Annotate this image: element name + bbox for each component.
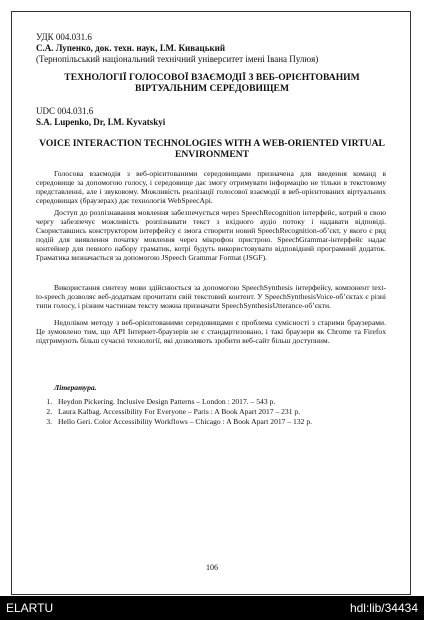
document-page — [11, 11, 411, 595]
authors-en: S.A. Lupenko, Dr, I.M. Kyvatskyi — [36, 117, 166, 127]
references-list — [36, 397, 312, 426]
references-heading: Література. — [54, 383, 97, 392]
udc-uk: УДК 004.031.6 — [36, 32, 92, 42]
affiliation-uk: (Тернопільський національний технічний університет імені Івана Пулюя) — [36, 54, 319, 64]
paragraph-1: Голосова взаємодія з веб-орієнтованими середовищами призначена для введення команд в середовище за допомогою голосу, і середовище дає змогу отримувати інформацію не тільки в текстовому представленні, але і звуковому. Можливість реалізації голосової взаємодії в веб-орієнтованих віртуальних середовищах (браузерах) дає технологія WebSpeecApi. — [36, 169, 386, 206]
title-en: VOICE INTERACTION TECHNOLOGIES WITH A WEB-ORIENTED VIRTUAL ENVIRONMENT — [39, 138, 385, 160]
reference-item: 3. Hello Geri. Color Accessibility Workflows – Chicago : A Book Apart 2017 – 132 p. — [54, 417, 312, 427]
footer-repository-label: ELARTU — [6, 601, 54, 615]
reference-item: 1. Heydon Pickering. Inclusive Design Patterns – London : 2017. – 543 p. — [54, 397, 312, 407]
page-number: 106 — [206, 563, 218, 572]
authors-uk: С.А. Лупенко, док. техн. наук, І.М. Кивацький — [36, 43, 226, 53]
paragraph-3: Використання синтезу мови здійснюється за допомогою SpeechSynthesis інтерфейсу, компонент text-to-speech дозволяє веб-додаткам прочитати свій текстовий контент. У SpeechSynthesisVoice-об’єктах є різні типи голосу, і різним частинам тексту можна призначати SpeechSynthesisUtterance-об’єкти. — [36, 283, 386, 311]
udc-en: UDC 004.031.6 — [36, 106, 94, 116]
paragraph-2: Доступ до розпізнавання мовлення забезпечується через SpeechRecognition інтерфейс, котрий в свою чергу забезпечує можливість розпізнавати текст з вхідного аудіо потоку і надавати відповіді. Скориставшись конструктором інтерфейсу є змога створити новий SpeechRecognition-об’єкт, у якого є ряд подій для виявлення початку мовлення через мікрофон пристрою. SpeechGrammar-інтерфейс надає контейнер для певного набору граматик, котрі будуть використовувати відповідний програмний додаток. Граматика визначається за допомогою JSpeech Grammar Format (JSGF). — [36, 208, 386, 263]
paragraph-4: Недоліком методу з веб-орієнтованими середовищами є проблема сумісності з старими браузерами. Це зумовлено тим, що API Інтернет-браузерів не є стандартизовано, і такі браузери як Chrome та Firefox підтримують більш сучасні технології, які дозволяють зробити веб-сайт більш доступним. — [36, 318, 386, 346]
title-uk: ТЕХНОЛОГІЇ ГОЛОСОВОЇ ВЗАЄМОДІЇ З ВЕБ-ОРІЄНТОВАНИМ ВІРТУАЛЬНИМ СЕРЕДОВИЩЕМ — [64, 72, 360, 94]
footer-bar — [0, 596, 424, 620]
footer-handle: hdl:lib/34434 — [349, 601, 418, 615]
reference-item: 2. Laura Kalbag. Accessibility For Everyone – Paris : A Book Apart 2017 – 231 p. — [54, 407, 312, 417]
